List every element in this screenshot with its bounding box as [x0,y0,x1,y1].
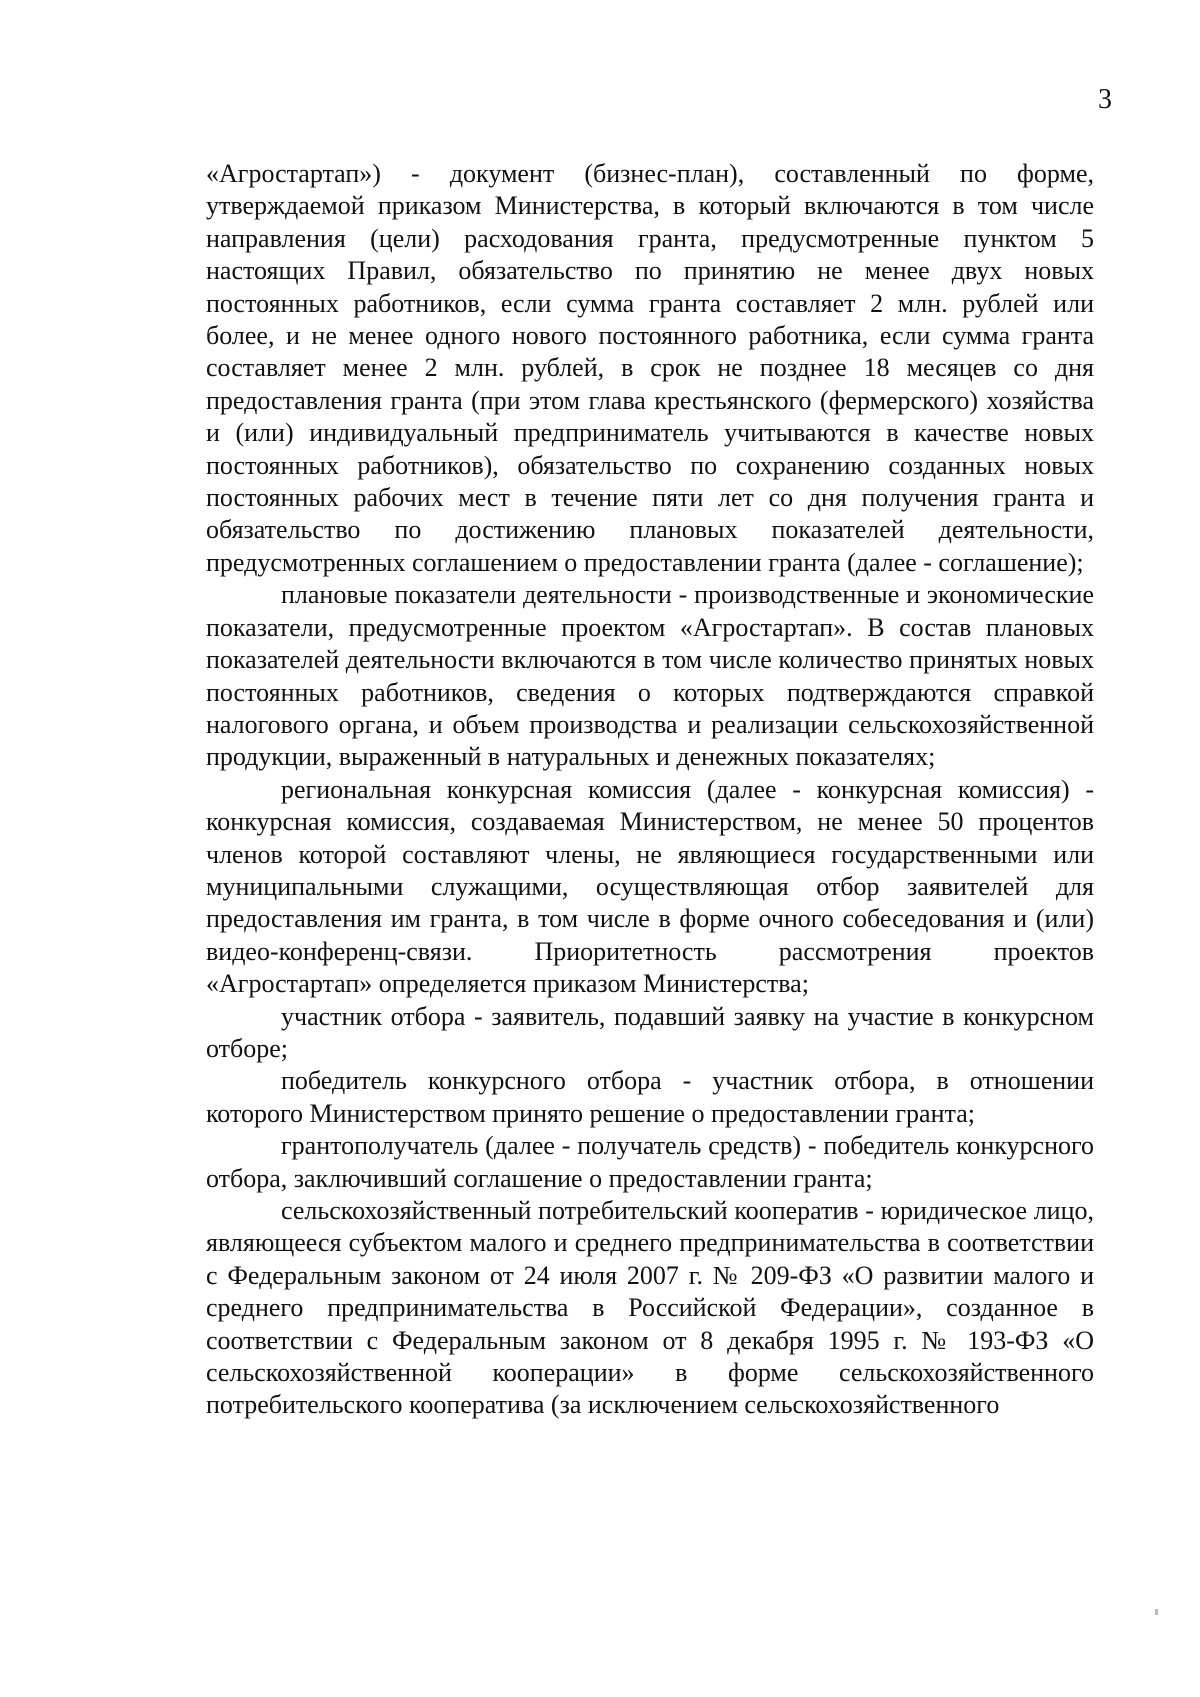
paragraph-selection-participant: участник отбора - заявитель, подавший заявку на участие в конкурсном отборе; [206,1001,1094,1063]
page-number: 3 [1098,84,1112,115]
document-body [206,158,1094,1422]
paragraph-agricultural-cooperative: сельскохозяйственный потребительский кооператив - юридическое лицо, являющееся субъектом малого и среднего предпринимательства в соответствии с Федеральным законом от 24 июля 2007 г. № 209-ФЗ «О развитии малого и среднего предпринимательства в Российской Федерации», созданное в соответствии с Федеральным законом от 8 декабря 1995 г. № 193-ФЗ «О сельскохозяйственной кооперации» в форме сельскохозяйственного потребительского кооператива (за исключением сельскохозяйственного [206,1196,1094,1420]
paragraph-competition-commission: региональная конкурсная комиссия (далее - конкурсная комиссия) - конкурсная комиссия, создаваемая Министерством, не менее 50 процентов членов которой составляют члены, не являющиеся государственными или муниципальными служащими, осуществляющая отбор заявителей для предоставления им гранта, в том числе в форме очного собеседования и (или) видео-конференц-связи. Приоритетность рассмотрения проектов «Агростартап» определяется приказом Министерства; [206,774,1094,999]
paragraph-competition-winner: победитель конкурсного отбора - участник отбора, в отношении которого Министерством принято решение о предоставлении гранта; [206,1066,1094,1128]
paragraph-grant-recipient: грантополучатель (далее - получатель средств) - победитель конкурсного отбора, заключивший соглашение о предоставлении гранта; [206,1131,1094,1193]
paragraph-planned-indicators: плановые показатели деятельности - производственные и экономические показатели, предусмотренные проектом «Агростартап». В состав плановых показателей деятельности включаются в том числе количество принятых новых постоянных работников, сведения о которых подтверждаются справкой налогового органа, и объем производства и реализации сельскохозяйственной продукции, выраженный в натуральных и денежных показателях; [206,580,1094,772]
paragraph-project-definition: «Агростартап») - документ (бизнес-план), составленный по форме, утверждаемой приказом Министерства, в который включаются в том числе направления (цели) расходования гранта, предусмотренные пунктом 5 настоящих Правил, обязательство по принятию не менее двух новых постоянных работников, если сумма гранта составляет 2 млн. рублей или более, и не менее одного нового постоянного работника, если сумма гранта составляет менее 2 млн. рублей, в срок не позднее 18 месяцев со дня предоставления гранта (при этом глава крестьянского (фермерского) хозяйства и (или) индивидуальный предприниматель учитываются в качестве новых постоянных работников), обязательство по сохранению созданных новых постоянных рабочих мест в течение пяти лет со дня получения гранта и обязательство по достижению плановых показателей деятельности, предусмотренных соглашением о предоставлении гранта (далее - соглашение); [206,159,1094,577]
scan-artifact [1155,1609,1158,1615]
